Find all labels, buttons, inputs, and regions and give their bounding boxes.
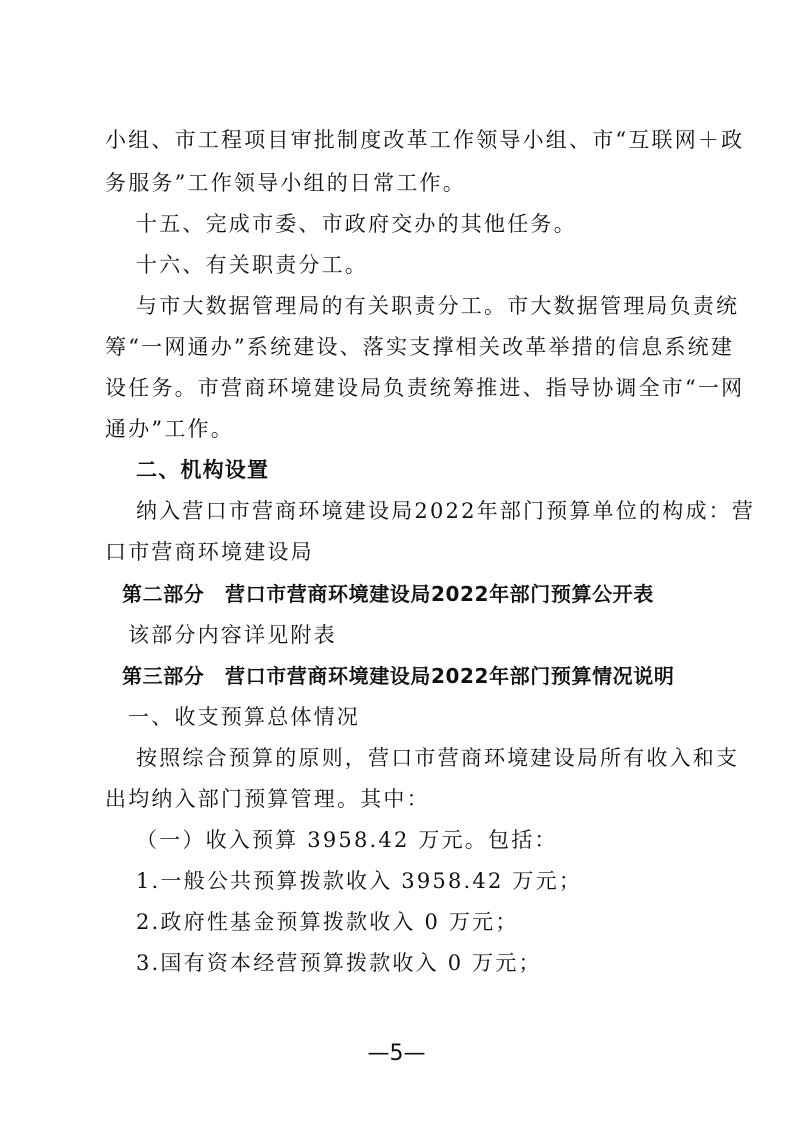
- paragraph-line-10: 纳入营口市营商环境建设局2022年部门预算单位的构成：营: [136, 499, 756, 523]
- paragraph-line-2: 务服务”工作领导小组的日常工作。: [105, 171, 466, 195]
- item-fifteen: 十五、完成市委、市政府交办的其他任务。: [136, 212, 577, 236]
- income-item-2: 2.政府性基金预算拨款收入 0 万元；: [136, 910, 519, 934]
- section-heading-organization: 二、机构设置: [136, 458, 270, 482]
- paragraph-line-11: 口市营商环境建设局: [105, 540, 314, 564]
- subsection-heading-budget: 一、收支预算总体情况: [128, 705, 360, 729]
- part-two-heading: 第二部分 营口市营商环境建设局2022年部门预算公开表: [122, 582, 654, 606]
- item-sixteen: 十六、有关职责分工。: [136, 253, 368, 277]
- income-budget-line: （一）收入预算 3958.42 万元。包括：: [136, 828, 558, 852]
- paragraph-line-7: 设任务。市营商环境建设局负责统筹推进、指导协调全市“一网: [105, 376, 745, 400]
- paragraph-line-1: 小组、市工程项目审批制度改革工作领导小组、市“互联网＋政: [105, 128, 745, 152]
- part-three-heading: 第三部分 营口市营商环境建设局2022年部门预算情况说明: [122, 664, 675, 688]
- paragraph-line-6: 筹“一网通办”系统建设、落实支撑相关改革举措的信息系统建: [105, 335, 735, 359]
- paragraph-line-16: 按照综合预算的原则，营口市营商环境建设局所有收入和支: [136, 746, 740, 770]
- paragraph-line-5: 与市大数据管理局的有关职责分工。市大数据管理局负责统: [136, 294, 740, 318]
- income-item-3: 3.国有资本经营预算拨款收入 0 万元；: [136, 951, 542, 975]
- paragraph-line-17: 出均纳入部门预算管理。其中：: [105, 787, 430, 811]
- income-item-1: 1.一般公共预算拨款收入 3958.42 万元；: [136, 869, 583, 893]
- part-two-note: 该部分内容详见附表: [128, 623, 337, 647]
- paragraph-line-8: 通办”工作。: [105, 417, 234, 441]
- page-number: —5—: [367, 1041, 426, 1066]
